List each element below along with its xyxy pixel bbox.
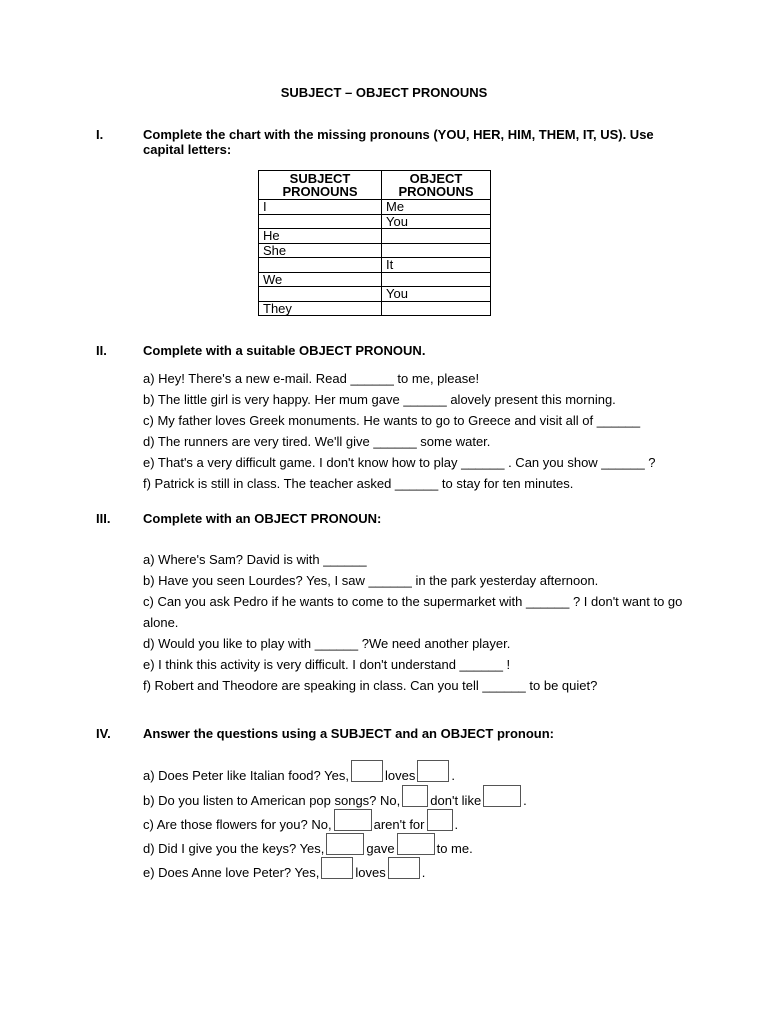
subject-answer-box[interactable] — [326, 833, 364, 855]
section-3-heading: Complete with an OBJECT PRONOUN: — [143, 511, 382, 526]
chart-cell-object: Me — [382, 200, 491, 215]
chart-cell-subject[interactable] — [259, 214, 382, 229]
question-text: c) Are those flowers for you? No, — [143, 817, 332, 832]
answer-item — [143, 857, 425, 881]
object-answer-box[interactable] — [417, 760, 449, 782]
chart-row — [259, 214, 491, 229]
chart-row — [259, 272, 491, 287]
chart-cell-subject: She — [259, 243, 382, 258]
chart-cell-subject: We — [259, 272, 382, 287]
chart-header-object: OBJECT PRONOUNS — [382, 171, 491, 200]
section-1-heading: Complete the chart with the missing pronouns (YOU, HER, HIM, THEM, IT, US). Use capital letters: — [143, 127, 654, 157]
exercise-item: a) Hey! There's a new e-mail. Read ______ to me, please! — [143, 371, 480, 386]
answer-item — [143, 785, 527, 809]
subject-answer-box[interactable] — [321, 857, 353, 879]
exercise-item: d) Would you like to play with ______ ?We need another player. — [143, 636, 511, 651]
chart-row — [259, 229, 491, 244]
exercise-item: alone. — [143, 615, 179, 630]
chart-cell-subject[interactable] — [259, 287, 382, 302]
chart-row — [259, 200, 491, 215]
chart-header-row — [259, 171, 491, 200]
question-text: e) Does Anne love Peter? Yes, — [143, 865, 320, 880]
exercise-item: c) Can you ask Pedro if he wants to come to the supermarket with ______ ? I don't want to go — [143, 594, 683, 609]
exercise-item: b) The little girl is very happy. Her mum gave ______ alovely present this morning. — [143, 392, 616, 407]
answer-middle-text: don't like — [430, 793, 482, 808]
chart-cell-subject[interactable] — [259, 258, 382, 273]
chart-header-subject: SUBJECT PRONOUNS — [259, 171, 382, 200]
object-answer-box[interactable] — [388, 857, 420, 879]
exercise-item: e) I think this activity is very difficult. I don't understand ______ ! — [143, 657, 511, 672]
answer-item — [143, 833, 473, 857]
page-title: SUBJECT – OBJECT PRONOUNS — [280, 85, 488, 100]
chart-cell-subject: He — [259, 229, 382, 244]
pronoun-chart — [258, 170, 491, 316]
section-3-number: III. — [96, 511, 111, 526]
section-4-heading: Answer the questions using a SUBJECT and an OBJECT pronoun: — [143, 726, 554, 741]
exercise-item: a) Where's Sam? David is with ______ — [143, 552, 367, 567]
answer-middle-text: loves — [384, 768, 416, 783]
section-2-heading: Complete with a suitable OBJECT PRONOUN. — [143, 343, 426, 358]
object-answer-box[interactable] — [483, 785, 521, 807]
section-1-number: I. — [96, 127, 104, 142]
answer-middle-text: gave — [366, 841, 395, 856]
chart-row — [259, 243, 491, 258]
object-answer-box[interactable] — [397, 833, 435, 855]
exercise-item: d) The runners are very tired. We'll give ______ some water. — [143, 434, 491, 449]
answer-end-text: . — [451, 768, 455, 783]
answer-end-text: . — [421, 865, 426, 880]
exercise-item: b) Have you seen Lourdes? Yes, I saw ______ in the park yesterday afternoon. — [143, 573, 599, 588]
chart-cell-object[interactable] — [382, 243, 491, 258]
chart-cell-object[interactable] — [382, 301, 491, 316]
answer-middle-text: loves — [355, 865, 386, 880]
subject-answer-box[interactable] — [351, 760, 383, 782]
section-2-number: II. — [96, 343, 107, 358]
chart-cell-object: You — [382, 214, 491, 229]
chart-cell-subject: I — [259, 200, 382, 215]
question-text: b) Do you listen to American pop songs? No, — [143, 793, 401, 808]
object-answer-box[interactable] — [427, 809, 453, 831]
question-text: a) Does Peter like Italian food? Yes, — [143, 768, 349, 783]
exercise-item: f) Patrick is still in class. The teacher asked ______ to stay for ten minutes. — [143, 476, 574, 491]
answer-item — [143, 760, 455, 784]
answer-middle-text: aren't for — [373, 817, 425, 832]
question-text: d) Did I give you the keys? Yes, — [143, 841, 325, 856]
chart-cell-object[interactable] — [382, 229, 491, 244]
answer-end-text: . — [454, 817, 459, 832]
chart-cell-subject: They — [259, 301, 382, 316]
exercise-item: f) Robert and Theodore are speaking in class. Can you tell ______ to be quiet? — [143, 678, 598, 693]
chart-cell-object: It — [382, 258, 491, 273]
subject-answer-box[interactable] — [334, 809, 372, 831]
chart-row — [259, 287, 491, 302]
exercise-item: c) My father loves Greek monuments. He wants to go to Greece and visit all of ______ — [143, 413, 641, 428]
chart-cell-object[interactable] — [382, 272, 491, 287]
subject-answer-box[interactable] — [402, 785, 428, 807]
chart-row — [259, 258, 491, 273]
section-4-number: IV. — [96, 726, 111, 741]
answer-end-text: to me. — [436, 841, 473, 856]
chart-row — [259, 301, 491, 316]
chart-cell-object: You — [382, 287, 491, 302]
exercise-item: e) That's a very difficult game. I don't know how to play ______ . Can you show ______ ? — [143, 455, 656, 470]
answer-end-text: . — [523, 793, 527, 808]
answer-item — [143, 809, 458, 833]
